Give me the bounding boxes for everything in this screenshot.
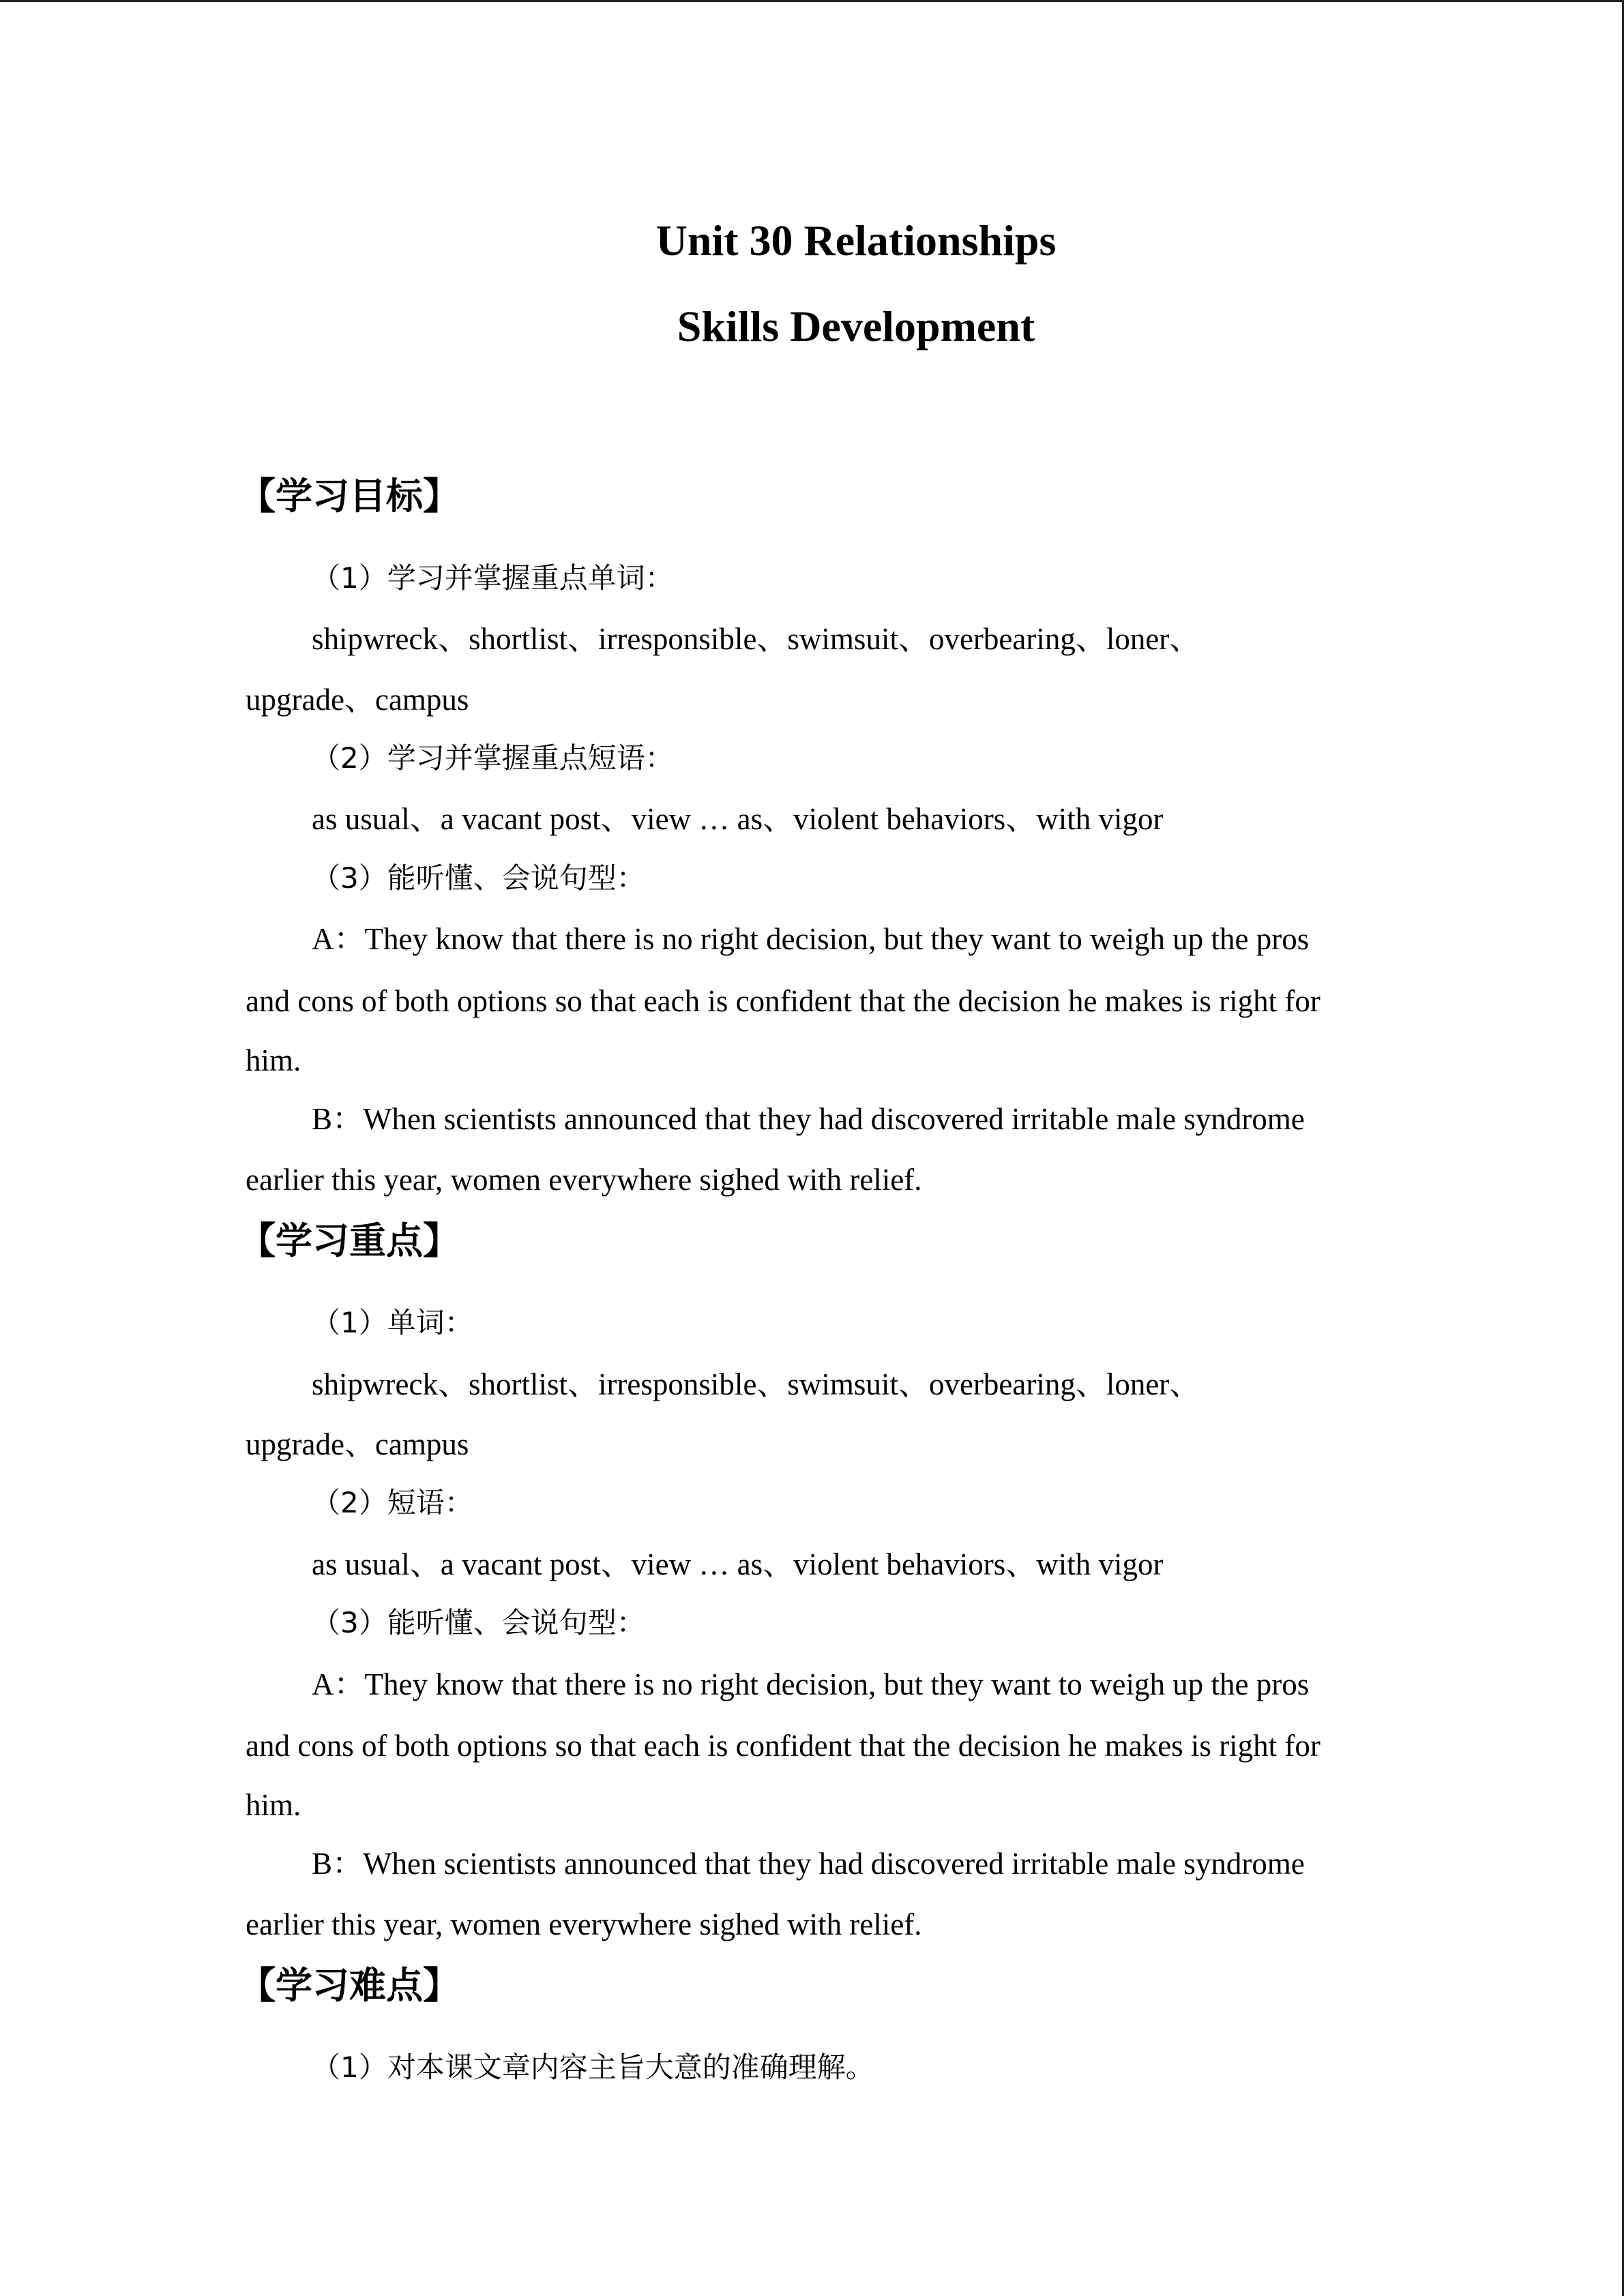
objectives-sentence-b-line-2: earlier this year, women everywhere sighed with relief.: [246, 1163, 922, 1197]
objectives-item-1-label: （1）学习并掌握重点单词：: [312, 561, 674, 595]
key-points-item-2-label: （2）短语：: [312, 1486, 473, 1519]
objectives-vocab-line-1: shipwreck、shortlist、irresponsible、swimsuit、overbearing、loner、: [312, 622, 1200, 656]
key-points-phrases-line: as usual、a vacant post、view … as、violent behaviors、with vigor: [312, 1547, 1164, 1581]
objectives-sentence-a-line-2: and cons of both options so that each is confident that the decision he makes is right for: [246, 984, 1320, 1018]
section-heading-difficulties: 【学习难点】: [239, 1964, 460, 2007]
objectives-sentence-a-line-3: him.: [246, 1043, 301, 1077]
objectives-item-2-label: （2）学习并掌握重点短语：: [312, 741, 674, 775]
key-points-sentence-a-line-1: A：They know that there is no right decision, but they want to weigh up the pros: [312, 1667, 1310, 1701]
section-heading-objectives: 【学习目标】: [239, 475, 460, 518]
key-points-item-1-label: （1）单词：: [312, 1306, 473, 1339]
objectives-sentence-a-line-1: A：They know that there is no right decision, but they want to weigh up the pros: [312, 922, 1310, 956]
document-title: Unit 30 Relationships: [655, 216, 1057, 265]
objectives-item-3-label: （3）能听懂、会说句型：: [312, 861, 645, 895]
objectives-sentence-b-line-1: B：When scientists announced that they had discovered irritable male syndrome: [312, 1102, 1305, 1136]
objectives-phrases-line: as usual、a vacant post、view … as、violent behaviors、with vigor: [312, 802, 1164, 836]
key-points-sentence-b-line-2: earlier this year, women everywhere sighed with relief.: [246, 1907, 922, 1941]
objectives-vocab-line-2: upgrade、campus: [246, 683, 469, 717]
document-subtitle: Skills Development: [677, 302, 1035, 351]
key-points-vocab-line-2: upgrade、campus: [246, 1427, 469, 1461]
key-points-vocab-line-1: shipwreck、shortlist、irresponsible、swimsuit、overbearing、loner、: [312, 1367, 1200, 1401]
difficulties-item-1-label: （1）对本课文章内容主旨大意的准确理解。: [312, 2051, 874, 2084]
key-points-sentence-a-line-3: him.: [246, 1788, 301, 1822]
key-points-sentence-b-line-1: B：When scientists announced that they had discovered irritable male syndrome: [312, 1847, 1305, 1881]
key-points-item-3-label: （3）能听懂、会说句型：: [312, 1606, 645, 1639]
section-heading-key-points: 【学习重点】: [239, 1219, 460, 1262]
key-points-sentence-a-line-2: and cons of both options so that each is confident that the decision he makes is right for: [246, 1729, 1320, 1763]
